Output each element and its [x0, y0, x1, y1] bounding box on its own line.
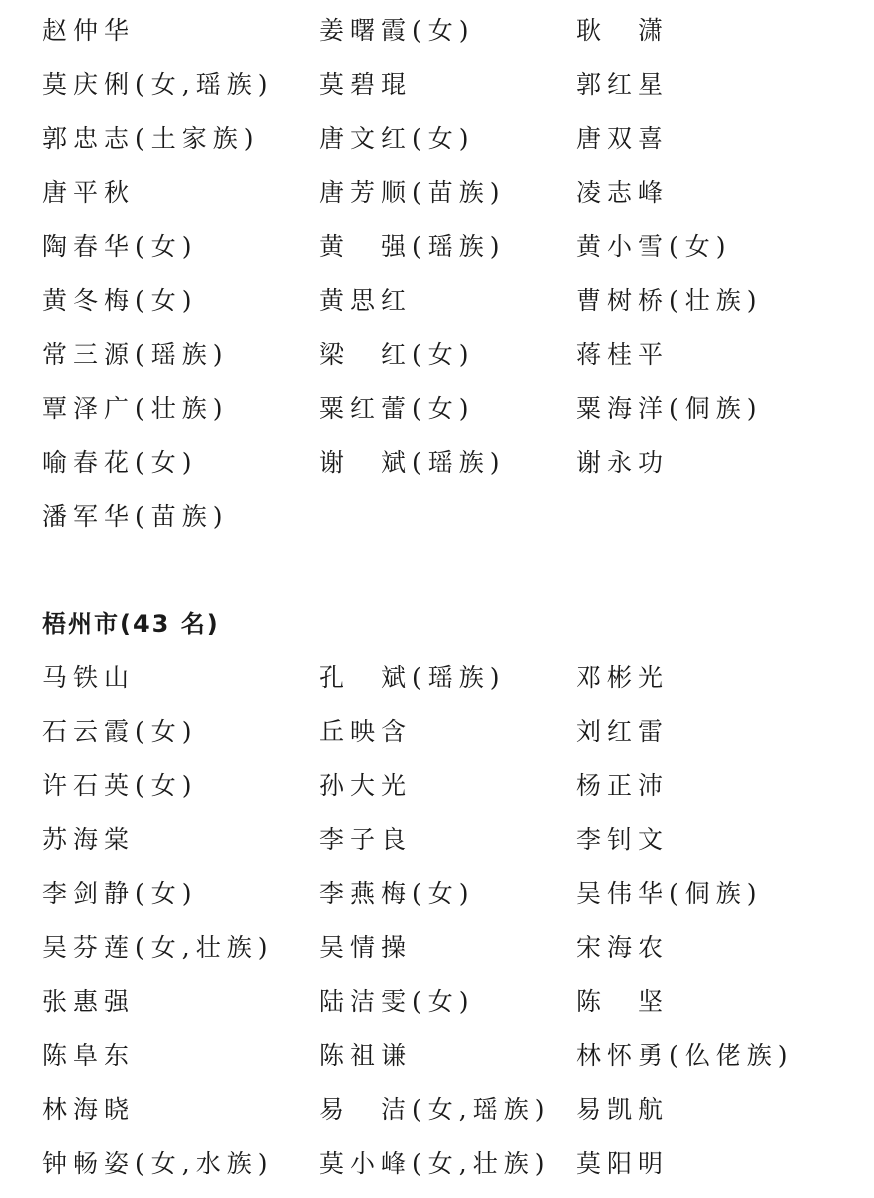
- list-row: [0, 436, 874, 490]
- list-row: [0, 1137, 874, 1191]
- name-entry: 易 洁(女,瑶族): [319, 1095, 551, 1124]
- name-entry: 石云霞(女): [42, 717, 198, 746]
- name-entry: 谢永功: [576, 448, 670, 477]
- section-heading: 梧州市(43 名): [42, 610, 220, 638]
- name-entry: 宋海农: [576, 933, 670, 962]
- name-entry: 梁 红(女): [319, 340, 475, 369]
- name-entry: 吴芬莲(女,壮族): [42, 933, 274, 962]
- name-entry: 吴伟华(侗族): [576, 879, 763, 908]
- name-entry: 林怀勇(仫佬族): [576, 1041, 794, 1070]
- name-entry: 林海晓: [42, 1095, 136, 1124]
- name-entry: 郭红星: [576, 70, 670, 99]
- name-entry: 莫阳明: [576, 1149, 670, 1178]
- list-row: [0, 112, 874, 166]
- name-entry: 刘红雷: [576, 717, 670, 746]
- name-entry: 李钊文: [576, 825, 670, 854]
- name-entry: 吴情操: [319, 933, 413, 962]
- name-entry: 黄 强(瑶族): [319, 232, 506, 261]
- name-entry: 莫碧琨: [319, 70, 413, 99]
- name-entry: 黄小雪(女): [576, 232, 732, 261]
- list-row: [0, 328, 874, 382]
- name-entry: 喻春花(女): [42, 448, 198, 477]
- list-row: [0, 166, 874, 220]
- name-entry: 郭忠志(土家族): [42, 124, 260, 153]
- list-row: [0, 1083, 874, 1137]
- name-entry: 许石英(女): [42, 771, 198, 800]
- name-entry: 陶春华(女): [42, 232, 198, 261]
- name-entry: 黄思红: [319, 286, 413, 315]
- name-entry: 曹树桥(壮族): [576, 286, 763, 315]
- list-row: [0, 813, 874, 867]
- name-entry: 陈 坚: [576, 987, 670, 1016]
- name-entry: 苏海棠: [42, 825, 136, 854]
- list-row: [0, 759, 874, 813]
- name-entry: 孙大光: [319, 771, 413, 800]
- name-entry: 莫庆俐(女,瑶族): [42, 70, 274, 99]
- name-entry: 马铁山: [42, 663, 136, 692]
- list-row: [0, 274, 874, 328]
- name-entry: 黄冬梅(女): [42, 286, 198, 315]
- name-entry: 唐芳顺(苗族): [319, 178, 506, 207]
- name-entry: 蒋桂平: [576, 340, 670, 369]
- name-entry: 谢 斌(瑶族): [319, 448, 506, 477]
- name-entry: 唐平秋: [42, 178, 136, 207]
- name-entry: 唐文红(女): [319, 124, 475, 153]
- name-entry: 易凯航: [576, 1095, 670, 1124]
- name-entry: 耿 潇: [576, 16, 670, 45]
- name-entry: 莫小峰(女,壮族): [319, 1149, 551, 1178]
- name-entry: 粟红蕾(女): [319, 394, 475, 423]
- name-entry: 杨正沛: [576, 771, 670, 800]
- name-entry: 赵仲华: [42, 16, 136, 45]
- name-entry: 李燕梅(女): [319, 879, 475, 908]
- name-entry: 覃泽广(壮族): [42, 394, 229, 423]
- name-entry: 陈祖谦: [319, 1041, 413, 1070]
- name-entry: 粟海洋(侗族): [576, 394, 763, 423]
- name-entry: 邓彬光: [576, 663, 670, 692]
- name-entry: 姜曙霞(女): [319, 16, 475, 45]
- list-row: [0, 4, 874, 58]
- list-row: [0, 651, 874, 705]
- name-entry: 唐双喜: [576, 124, 670, 153]
- name-entry: 丘映含: [319, 717, 413, 746]
- name-entry: 李子良: [319, 825, 413, 854]
- list-row: [0, 220, 874, 274]
- list-row: [0, 975, 874, 1029]
- list-row: [0, 705, 874, 759]
- list-row: [0, 1029, 874, 1083]
- list-row: [0, 921, 874, 975]
- name-entry: 李剑静(女): [42, 879, 198, 908]
- name-entry: 潘军华(苗族): [42, 502, 229, 531]
- name-entry: 陈阜东: [42, 1041, 136, 1070]
- list-row: [0, 867, 874, 921]
- list-row: [0, 490, 874, 544]
- name-entry: 钟畅姿(女,水族): [42, 1149, 274, 1178]
- list-row: [0, 382, 874, 436]
- name-entry: 张惠强: [42, 987, 136, 1016]
- name-entry: 常三源(瑶族): [42, 340, 229, 369]
- name-entry: 陆洁雯(女): [319, 987, 475, 1016]
- name-entry: 凌志峰: [576, 178, 670, 207]
- list-row: [0, 58, 874, 112]
- name-entry: 孔 斌(瑶族): [319, 663, 506, 692]
